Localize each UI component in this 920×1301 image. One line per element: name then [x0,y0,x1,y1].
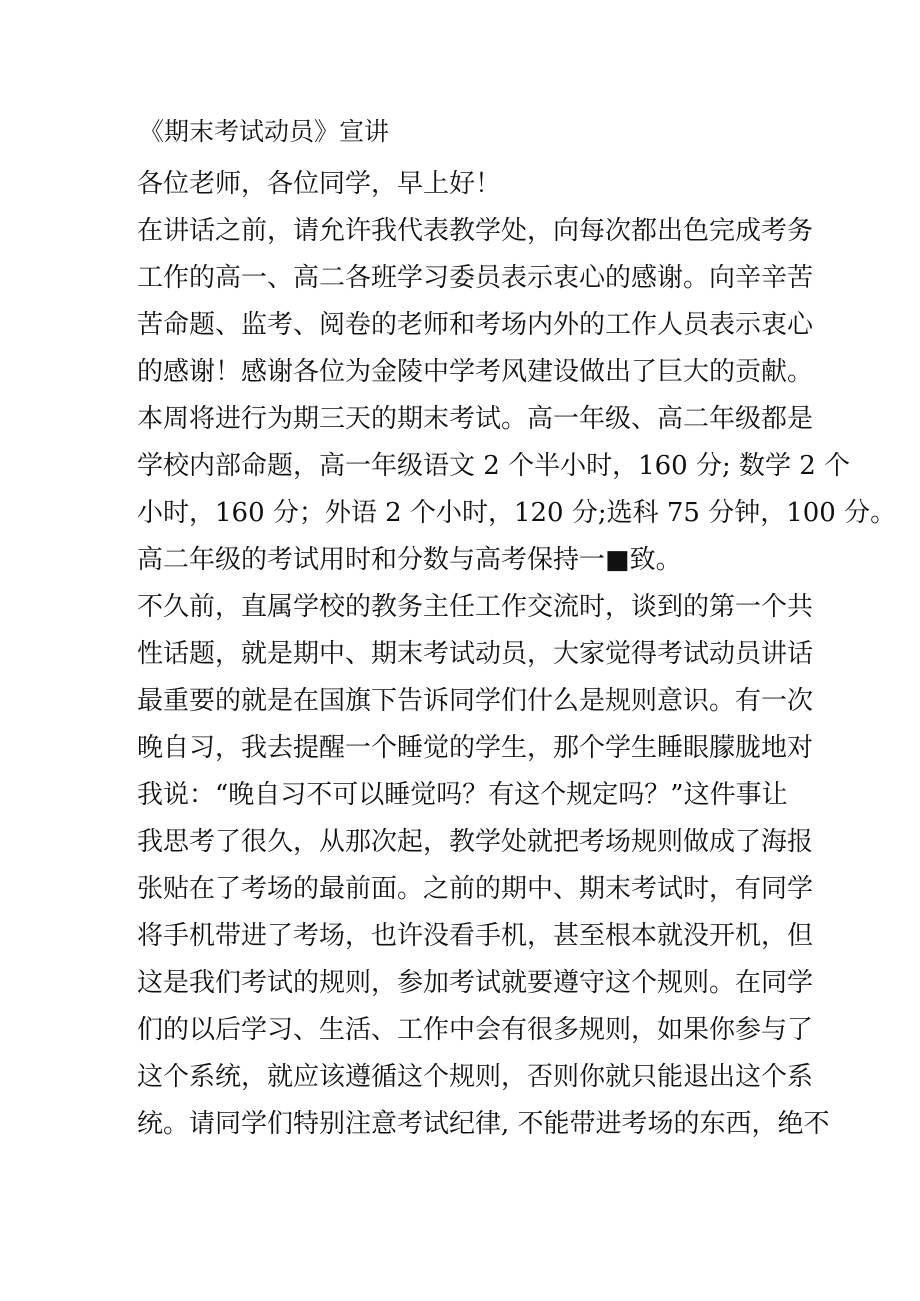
text-line: 我说：“晚自习不可以睡觉吗？有这个规定吗？”这件事让 [137,780,788,810]
text-line: 我思考了很久，从那次起，教学处就把考场规则做成了海报 [137,827,814,857]
document-title: 《期末考试动员》宣讲 [139,117,390,146]
text-line: 学校内部命题，高一年级语文 2 个半小时，160 分; 数学 2 个 [137,451,851,481]
text-line: 性话题，就是期中、期末考试动员，大家觉得考试动员讲话 [137,639,814,669]
text-line: 本周将进行为期三天的期末考试。高一年级、高二年级都是 [137,404,814,434]
text-line: 小时，160 分；外语 2 个小时，120 分;选科 75 分钟，100 分。 [137,498,897,528]
text-line: 这是我们考试的规则，参加考试就要遵守这个规则。在同学 [137,968,814,998]
text-line: 在讲话之前，请允许我代表教学处，向每次都出色完成考务 [137,216,814,246]
text-line: 张贴在了考场的最前面。之前的期中、期末考试时，有同学 [137,874,814,904]
text-line: 将手机带进了考场，也许没看手机，甚至根本就没开机，但 [137,921,814,951]
text-line: 统。请同学们特别注意考试纪律, 不能带进考场的东西，绝不 [137,1109,830,1139]
text-line: 最重要的就是在国旗下告诉同学们什么是规则意识。有一次 [137,686,814,716]
text-line: 的感谢！感谢各位为金陵中学考风建设做出了巨大的贡献。 [137,357,814,387]
text-line: 苦命题、监考、阅卷的老师和考场内外的工作人员表示衷心 [137,310,814,340]
text-line: 工作的高一、高二各班学习委员表示衷心的感谢。向辛辛苦 [137,263,814,293]
text-line: 这个系统，就应该遵循这个规则，否则你就只能退出这个系 [137,1062,814,1092]
text-line: 们的以后学习、生活、工作中会有很多规则，如果你参与了 [137,1015,814,1045]
text-line: 高二年级的考试用时和分数与高考保持一■致。 [137,545,682,575]
text-line: 各位老师，各位同学，早上好！ [137,169,502,199]
text-line: 晚自习，我去提醒一个睡觉的学生，那个学生睡眼朦胧地对 [137,733,814,763]
text-line: 不久前，直属学校的教务主任工作交流时，谈到的第一个共 [137,592,814,622]
